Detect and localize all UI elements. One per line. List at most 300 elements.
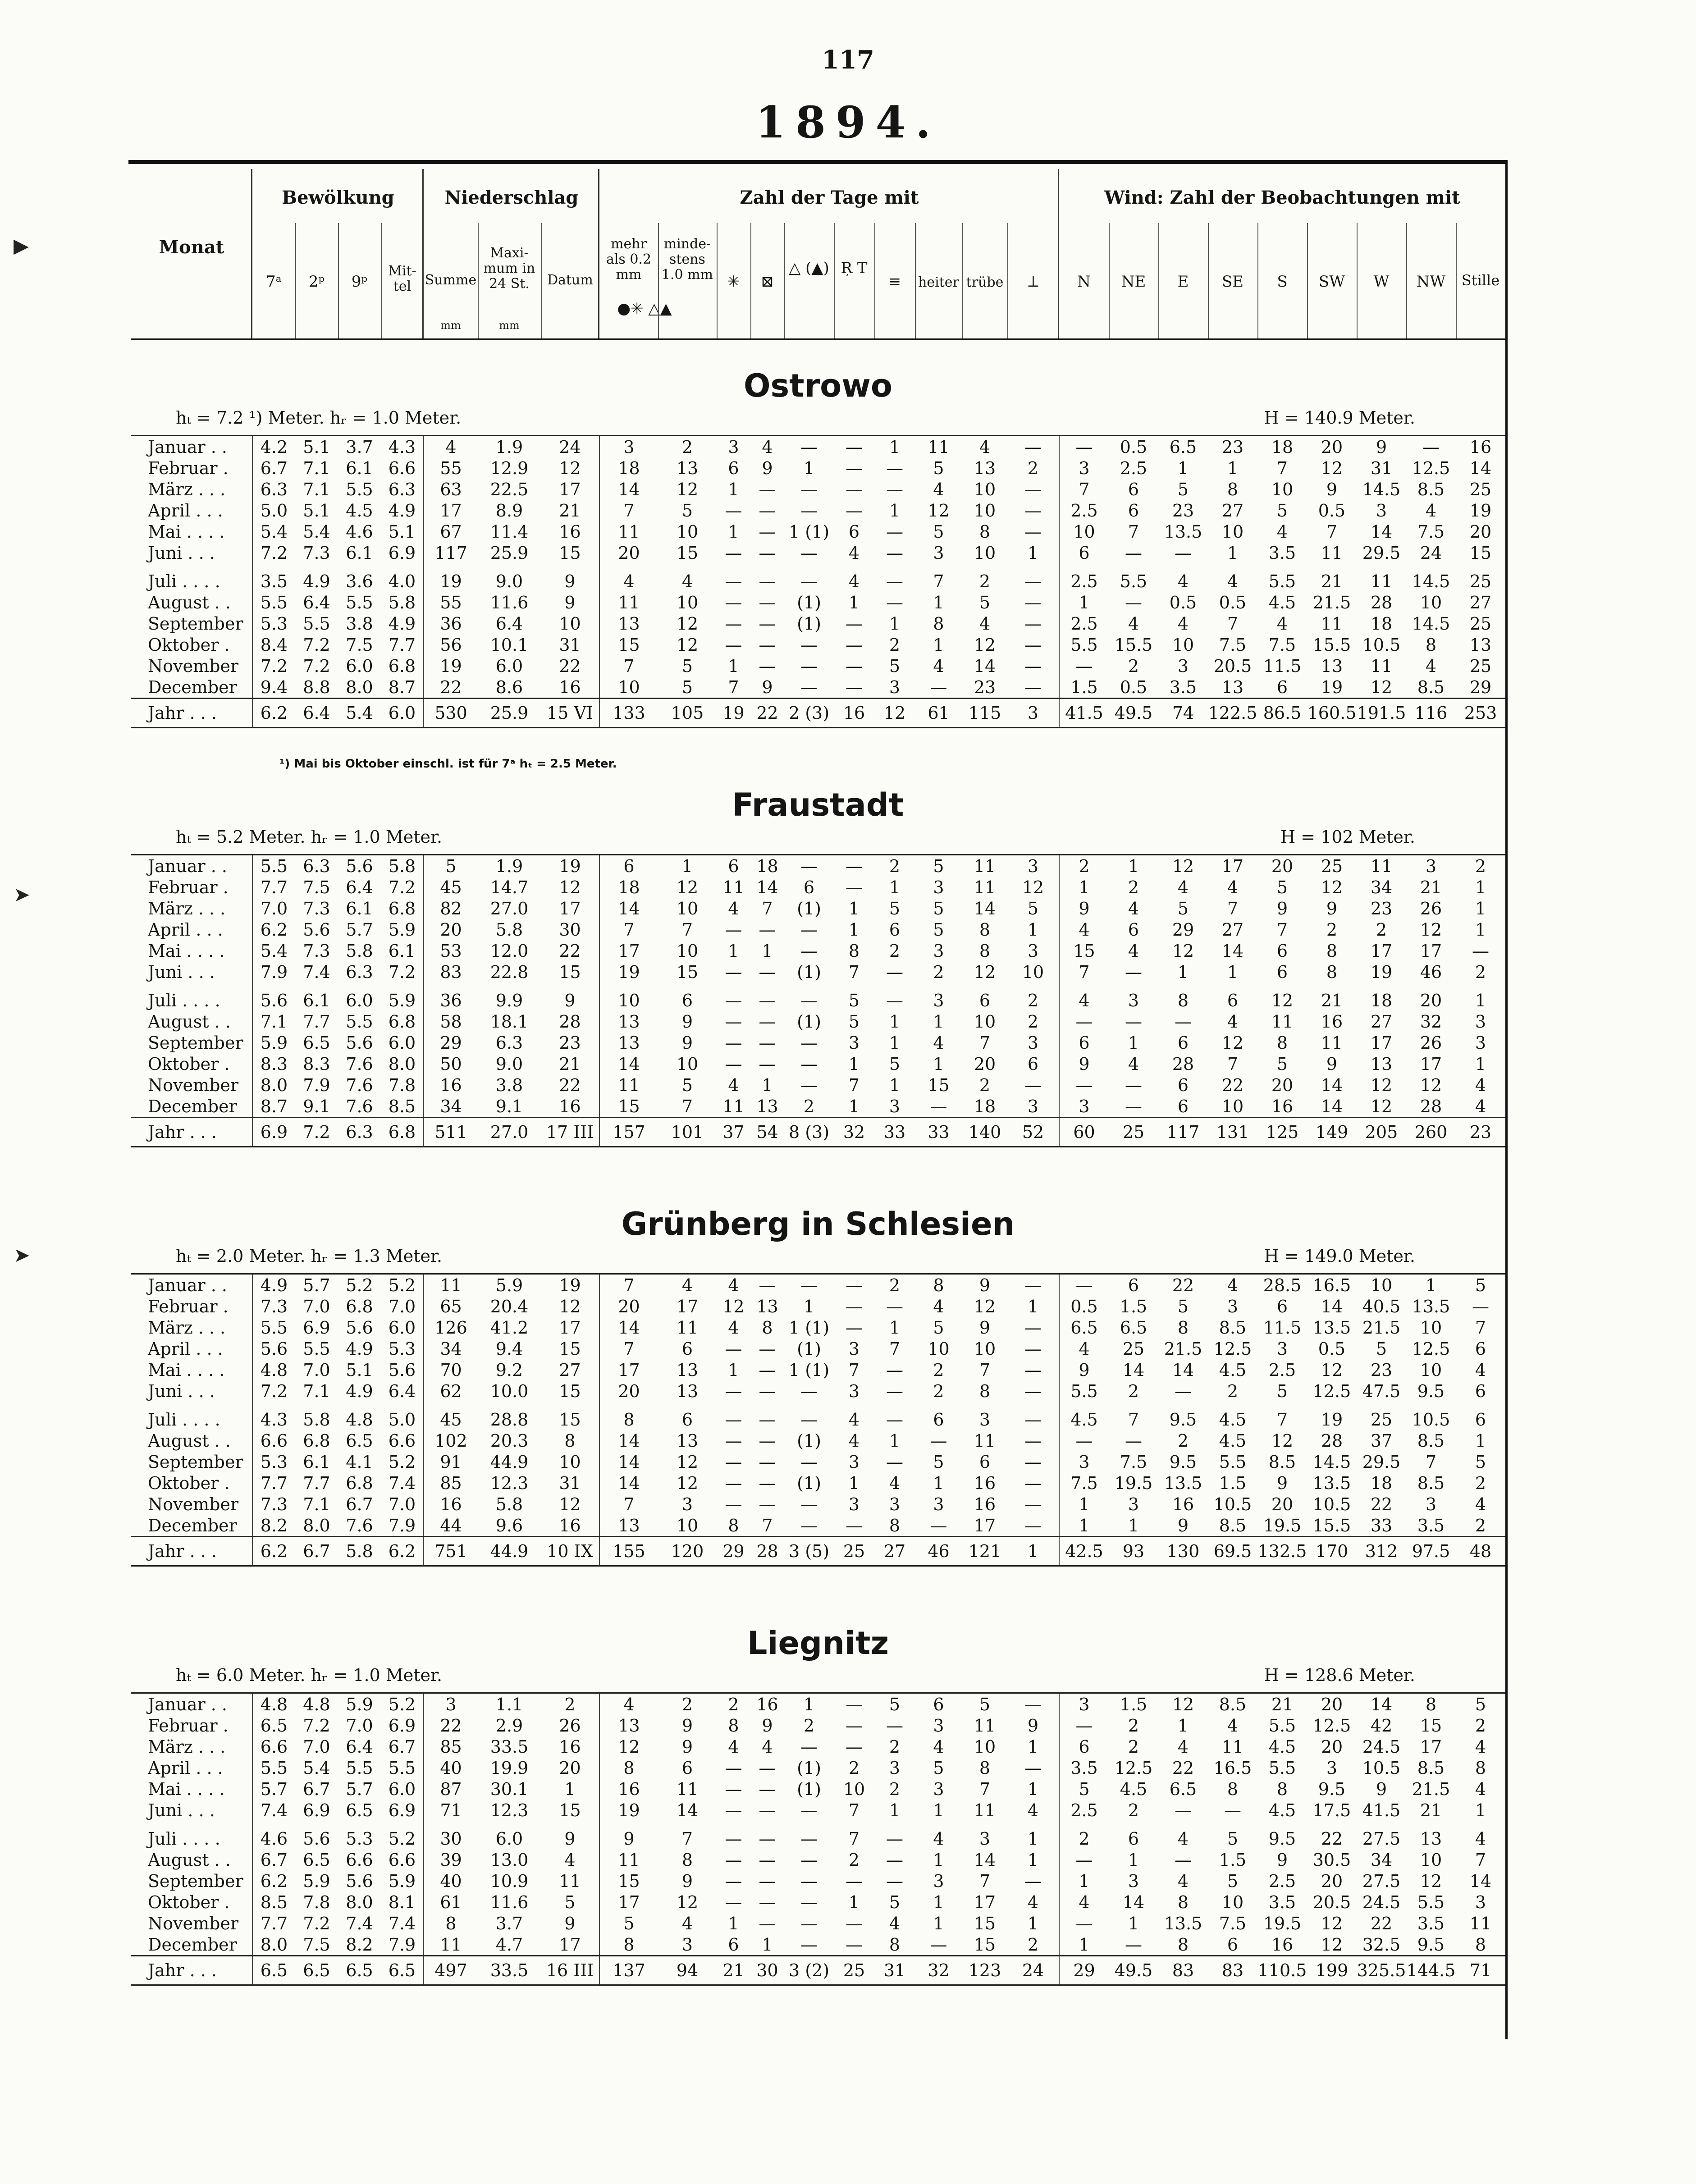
month-label: Oktober . (131, 1053, 252, 1074)
table-cell: 25.9 (490, 543, 529, 563)
table-cell: 6.3 (381, 479, 424, 500)
table-cell: 6 (1128, 479, 1139, 499)
table-cell: 5.6 (381, 1359, 424, 1380)
table-cell: 117 (434, 543, 467, 563)
table-cell: 4 (1079, 1339, 1090, 1359)
table-cell: 47.5 (1362, 1381, 1401, 1401)
table-cell: 26 (1420, 1033, 1442, 1053)
table-cell: 0.5 (1219, 592, 1247, 612)
station-altitude: H = 149.0 Meter. (1264, 1246, 1415, 1266)
table-cell: 8 (848, 941, 860, 961)
table-row (131, 1274, 1505, 1296)
table-cell: 4 (1425, 656, 1437, 676)
table-cell: 6.4 (303, 592, 330, 612)
table-cell: — (1075, 656, 1093, 676)
month-label: Januar . . (131, 1274, 252, 1296)
table-cell: 27 (1221, 500, 1244, 521)
table-cell: 20.5 (1213, 656, 1252, 676)
table-cell: — (759, 500, 776, 521)
table-cell: 7.9 (381, 1515, 424, 1537)
table-cell: 62 (440, 1381, 462, 1401)
table-cell: 7.2 (303, 1913, 330, 1933)
table-cell: — (759, 1800, 776, 1820)
table-cell: 2 (1326, 919, 1338, 940)
table-row (131, 898, 1505, 919)
table-cell: 1.5 (1219, 1473, 1247, 1493)
table-cell: 87 (440, 1779, 462, 1799)
table-row (131, 1472, 1505, 1494)
table-cell: 3 (848, 1033, 860, 1053)
table-cell: 14 (618, 1430, 640, 1451)
table-cell: 1 (1007, 1736, 1059, 1757)
table-cell: 12 (1321, 1934, 1343, 1955)
table-cell: 5.7 (260, 1779, 288, 1799)
table-cell: — (846, 1694, 863, 1714)
table-cell: 32 (834, 1118, 874, 1147)
table-cell: 6.1 (303, 990, 330, 1010)
table-cell: 11 (928, 437, 950, 457)
month-label: August . . (131, 592, 252, 613)
table-cell: 12.5 (1412, 1339, 1450, 1359)
table-cell: 7 (728, 677, 739, 697)
table-cell: 17 (1370, 1033, 1393, 1053)
table-cell: 11.6 (490, 592, 529, 612)
table-cell: 9 (541, 1913, 599, 1934)
table-cell: 33.5 (478, 1956, 541, 1985)
year-total-row (131, 1956, 1505, 1985)
table-cell: (1) (797, 592, 821, 612)
section-title: Grünberg in Schlesien (621, 1206, 1015, 1243)
table-cell: — (1075, 437, 1093, 457)
table-cell: 13.5 (1164, 1913, 1202, 1933)
table-cell: — (1007, 1494, 1059, 1515)
table-cell: 10 (1420, 1317, 1442, 1338)
table-cell: 14 (1469, 458, 1492, 478)
table-cell: 4.5 (1268, 1800, 1296, 1820)
storm-icon: ⟂ (1028, 273, 1038, 291)
table-cell: 25 (834, 1537, 874, 1566)
table-cell: — (759, 1850, 776, 1870)
table-cell: 2 (681, 437, 693, 457)
table-cell: 9 (979, 1275, 991, 1295)
table-cell: 7.7 (303, 1473, 330, 1493)
table-cell: 13 (756, 1296, 778, 1316)
table-cell: 13 (618, 1515, 640, 1535)
table-cell: 30.1 (490, 1779, 529, 1799)
table-cell: — (759, 919, 776, 940)
table-cell: 6.0 (495, 656, 523, 676)
table-cell: 5.3 (381, 1338, 424, 1359)
table-cell: 7.0 (381, 1494, 424, 1515)
table-cell: 9.6 (495, 1515, 523, 1535)
table-cell: 6.7 (381, 1736, 424, 1757)
table-cell: 6.5 (1169, 1779, 1197, 1799)
table-cell: 34 (1370, 877, 1393, 897)
table-cell: 7.4 (303, 962, 330, 982)
table-cell: 6 (681, 1409, 693, 1430)
table-cell: 24 (541, 436, 599, 458)
table-cell: 4 (933, 656, 944, 676)
table-cell: 94 (658, 1956, 717, 1985)
table-cell: 7 (762, 898, 773, 918)
table-cell: 14 (618, 1317, 640, 1338)
table-cell: 5.5 (1120, 571, 1147, 591)
table-cell: 2 (933, 1360, 944, 1380)
table-cell: 4.5 (1219, 1360, 1247, 1380)
table-cell: 6 (681, 990, 693, 1010)
table-cell: 32 (1420, 1011, 1442, 1032)
table-cell: 10 (618, 990, 640, 1010)
table-cell: 22 (1370, 1494, 1393, 1514)
table-cell: 19 (440, 571, 462, 591)
table-row (131, 961, 1505, 982)
table-cell: 6.7 (303, 1779, 330, 1799)
table-cell: 7.0 (346, 1715, 373, 1736)
table-cell: 5.4 (260, 521, 288, 542)
table-cell: — (725, 1850, 742, 1870)
table-cell: 6.9 (381, 1800, 424, 1821)
table-cell: 9 (1376, 1779, 1387, 1799)
table-cell: 4 (848, 1409, 860, 1430)
table-cell: 1 (889, 500, 901, 521)
table-cell: 1 (1475, 990, 1486, 1010)
table-cell: 9 (681, 1736, 693, 1757)
table-cell: 12 (974, 635, 996, 655)
table-cell: 12 (1172, 941, 1194, 961)
table-cell: 2 (1475, 1515, 1486, 1535)
table-cell: 8 (1177, 1317, 1189, 1338)
table-cell: (1) (797, 898, 821, 918)
table-cell: 5.2 (381, 1828, 424, 1849)
table-cell: 6.5 (303, 1850, 330, 1870)
table-cell: 9.9 (495, 990, 523, 1010)
table-row (131, 1074, 1505, 1096)
table-cell: 7 (1326, 521, 1338, 542)
table-cell: 4 (681, 571, 693, 591)
table-cell: — (846, 1275, 863, 1295)
table-cell: — (886, 1452, 903, 1472)
table-cell: 97.5 (1406, 1537, 1456, 1566)
table-cell: 6.6 (260, 1736, 288, 1757)
table-cell: 3 (889, 1758, 901, 1778)
month-label: November (131, 1494, 252, 1515)
table-cell: 3.5 (260, 571, 288, 591)
table-cell: 5.5 (1268, 1715, 1296, 1736)
table-cell: 29 (1059, 1956, 1109, 1985)
table-cell: 8 (933, 613, 944, 634)
table-cell: 6.5 (381, 1956, 424, 1985)
table-cell: — (800, 1381, 818, 1401)
table-cell: 20 (1271, 1075, 1294, 1095)
table-cell: 14 (618, 1054, 640, 1074)
table-cell: 3 (889, 1096, 901, 1116)
table-cell: 8 (1227, 1779, 1239, 1799)
table-row (131, 990, 1505, 1011)
table-cell: 10 (541, 613, 599, 634)
table-cell: 199 (1307, 1956, 1357, 1985)
month-label: Januar . . (131, 1693, 252, 1715)
table-cell: — (886, 962, 903, 982)
table-cell: 21 (1420, 1800, 1442, 1820)
table-cell: 6.3 (338, 1118, 381, 1147)
table-cell: 22 (541, 655, 599, 676)
table-cell: 3 (979, 1828, 991, 1849)
table-cell: 5 (889, 1694, 901, 1714)
table-cell: 1 (1007, 919, 1059, 940)
table-row (131, 1032, 1505, 1053)
table-cell: 20.5 (1312, 1892, 1351, 1912)
table-cell: 14 (1321, 1296, 1343, 1316)
table-cell: 14.5 (1362, 479, 1401, 499)
table-cell: 4 (1177, 877, 1189, 897)
table-cell: 3 (1475, 1033, 1486, 1053)
table-cell: 7.3 (260, 1296, 288, 1316)
station-altitude: H = 140.9 Meter. (1264, 408, 1415, 428)
table-cell: 9 (762, 677, 773, 697)
table-cell: 11.6 (490, 1892, 529, 1912)
table-cell: 85 (440, 1736, 462, 1757)
table-cell: 12 (676, 877, 699, 897)
table-cell: 7 (1128, 521, 1139, 542)
table-cell: 6.0 (381, 699, 424, 728)
table-cell: 6.8 (381, 1118, 424, 1147)
table-cell: 3 (681, 1934, 693, 1955)
table-cell: 2.5 (1268, 1871, 1296, 1891)
table-cell: — (725, 635, 742, 655)
table-cell: 7 (623, 1494, 635, 1514)
table-cell: 14 (618, 479, 640, 499)
table-cell: 13 (1370, 1054, 1393, 1074)
table-cell: — (800, 543, 818, 563)
table-cell: 12 (676, 1892, 699, 1912)
table-cell: 5.7 (346, 1779, 373, 1799)
table-cell: 5 (933, 1758, 944, 1778)
table-cell: 6 (681, 1339, 693, 1359)
month-label: Februar . (131, 877, 252, 898)
table-cell: 1 (1079, 592, 1090, 612)
table-cell: 4 (623, 1694, 635, 1714)
table-cell: — (886, 1828, 903, 1849)
table-cell: 13.5 (1164, 521, 1202, 542)
table-cell: 11 (1370, 856, 1393, 876)
table-cell: 5.6 (303, 1828, 330, 1849)
table-cell: 19 (618, 962, 640, 982)
table-row (131, 521, 1505, 542)
table-cell: — (1075, 1430, 1093, 1451)
month-label: Juni . . . (131, 1800, 252, 1821)
month-label: Juli . . . . (131, 990, 252, 1011)
table-cell: 9 (681, 1033, 693, 1053)
table-cell: — (1007, 1074, 1059, 1096)
table-cell: 4 (1475, 1075, 1486, 1095)
table-cell: 1 (762, 1075, 773, 1095)
station-heights: hₜ = 2.0 Meter. hᵣ = 1.3 Meter. (176, 1246, 443, 1266)
footnote: ¹) Mai bis Oktober einschl. ist für 7ᵃ hₜ = 2.5 Meter. (279, 757, 617, 771)
table-cell: 9 (681, 1011, 693, 1032)
table-cell: — (1007, 613, 1059, 634)
table-cell: 3 (1007, 855, 1059, 877)
table-cell: 12 (928, 500, 950, 521)
table-cell: — (1125, 962, 1142, 982)
table-cell: 1 (1007, 1913, 1059, 1934)
table-cell: — (1075, 1715, 1093, 1736)
table-cell: — (800, 1515, 818, 1535)
table-cell: 191.5 (1357, 699, 1406, 728)
table-cell: 15 (676, 962, 699, 982)
table-cell: 23 (1456, 1118, 1505, 1147)
table-cell: 7.2 (303, 635, 330, 655)
table-cell: 10 (676, 898, 699, 918)
table-cell: 2 (1007, 457, 1059, 479)
table-cell: 12.3 (490, 1473, 529, 1493)
table-cell: 5.2 (346, 1275, 373, 1295)
table-cell: 13 (676, 1430, 699, 1451)
table-cell: — (1422, 437, 1440, 457)
table-cell: 132.5 (1257, 1537, 1307, 1566)
table-cell: 3 (848, 1494, 860, 1514)
table-cell: — (846, 1913, 863, 1933)
table-cell: 6.5 (252, 1956, 295, 1985)
table-cell: 4 (1079, 1892, 1090, 1912)
year-total-row (131, 1118, 1505, 1147)
table-row (131, 1380, 1505, 1402)
table-cell: 7 (848, 1828, 860, 1849)
table-cell: 15 (974, 1934, 996, 1955)
table-cell: 6.1 (303, 1452, 330, 1472)
table-cell: 2 (1475, 962, 1486, 982)
table-row (131, 1494, 1505, 1515)
table-cell: — (846, 500, 863, 521)
table-cell: 17 (676, 1296, 699, 1316)
month-label: August . . (131, 1011, 252, 1032)
table-cell: 7 (933, 571, 944, 591)
table-cell: 7.5 (1417, 521, 1445, 542)
table-cell: 10 (843, 1779, 865, 1799)
table-cell: 7.6 (346, 1515, 373, 1535)
table-cell: 3.5 (1268, 543, 1296, 563)
table-cell: — (759, 635, 776, 655)
table-cell: — (1125, 1934, 1142, 1955)
table-cell: 7.6 (346, 1096, 373, 1116)
table-cell: 149 (1307, 1118, 1357, 1147)
table-cell: 8.5 (1417, 479, 1445, 499)
table-cell: 9.0 (495, 1054, 523, 1074)
table-cell: 1 (889, 613, 901, 634)
table-cell: 4 (1177, 1871, 1189, 1891)
year-total-row (131, 1537, 1505, 1566)
table-cell: 10 (1007, 961, 1059, 982)
table-cell: 8 (889, 1515, 901, 1535)
table-cell: 3 (848, 1452, 860, 1472)
table-cell: — (1007, 1274, 1059, 1296)
table-cell: 9 (1079, 898, 1090, 918)
table-cell: 22 (1370, 1913, 1393, 1933)
table-cell: 2.5 (1120, 458, 1147, 478)
table-cell: 7.0 (260, 898, 288, 918)
table-cell: 42 (1370, 1715, 1393, 1736)
table-cell: 11 (1321, 1033, 1343, 1053)
table-row (131, 592, 1505, 613)
table-cell: 27.5 (1362, 1871, 1401, 1891)
table-cell: — (725, 1871, 742, 1891)
month-label: November (131, 655, 252, 676)
table-cell: 6.8 (346, 1296, 373, 1316)
month-label: December (131, 1096, 252, 1118)
table-cell: 16 (440, 1494, 462, 1514)
table-cell: 10 (1420, 592, 1442, 612)
table-cell: 7 (979, 1779, 991, 1799)
table-cell: — (800, 677, 818, 697)
table-cell: 160.5 (1307, 699, 1357, 728)
table-cell: 7.5 (1268, 635, 1296, 655)
precip-symbols-icon: ●✳ △▲ (617, 300, 672, 318)
table-cell: 6 (1227, 990, 1239, 1010)
table-cell: 4 (1227, 877, 1239, 897)
table-cell: — (759, 571, 776, 591)
table-row (131, 1828, 1505, 1849)
table-cell: 11 (618, 1850, 640, 1870)
table-cell: 3 (933, 990, 944, 1010)
table-cell: 18.1 (490, 1011, 529, 1032)
table-cell: 7 (623, 656, 635, 676)
table-row (131, 655, 1505, 676)
table-cell: 10 (1172, 635, 1194, 655)
table-cell: 7.2 (303, 656, 330, 676)
table-cell: 11 (974, 1430, 996, 1451)
table-cell: — (846, 437, 863, 457)
table-cell: 28 (541, 1011, 599, 1032)
table-cell: 8 (623, 1758, 635, 1778)
table-cell: 4 (541, 1849, 599, 1870)
table-cell: 15 (618, 1096, 640, 1116)
table-cell: 6 (933, 1409, 944, 1430)
table-cell: 5.5 (260, 592, 288, 612)
table-cell: 6.9 (381, 542, 424, 563)
table-cell: 44 (440, 1515, 462, 1535)
month-label: Jahr . . . (131, 1956, 252, 1985)
table-cell: — (846, 1296, 863, 1316)
month-label: December (131, 1515, 252, 1537)
table-cell: 14 (1122, 1360, 1145, 1380)
table-cell: 10.5 (1362, 1758, 1401, 1778)
table-cell: 1 (1079, 1494, 1090, 1514)
table-cell: 20 (541, 1757, 599, 1778)
table-row (131, 500, 1505, 521)
table-cell: 18 (618, 458, 640, 478)
table-cell: 6.2 (260, 919, 288, 940)
table-cell: 7.4 (260, 1800, 288, 1820)
table-cell: 5 (445, 856, 457, 876)
table-cell: 25 (1109, 1118, 1158, 1147)
table-cell: 16 (1271, 1934, 1294, 1955)
table-cell: — (800, 1054, 818, 1074)
data-table (131, 854, 1505, 1147)
table-cell: 5.2 (381, 1693, 424, 1715)
table-cell: — (846, 656, 863, 676)
table-cell: 2 (889, 1779, 901, 1799)
table-row (131, 940, 1505, 961)
table-cell: 8 (1276, 1779, 1288, 1799)
table-cell: 4 (1227, 1275, 1239, 1295)
table-cell: 41.2 (490, 1317, 529, 1338)
table-cell: (1) (797, 1779, 821, 1799)
table-cell: 9 (1079, 1360, 1090, 1380)
table-cell: 8 (979, 521, 991, 542)
table-cell: 12.5 (1213, 1339, 1252, 1359)
table-row (131, 1778, 1505, 1800)
table-cell: 1 (1128, 1515, 1139, 1535)
table-cell: 5.6 (303, 919, 330, 940)
